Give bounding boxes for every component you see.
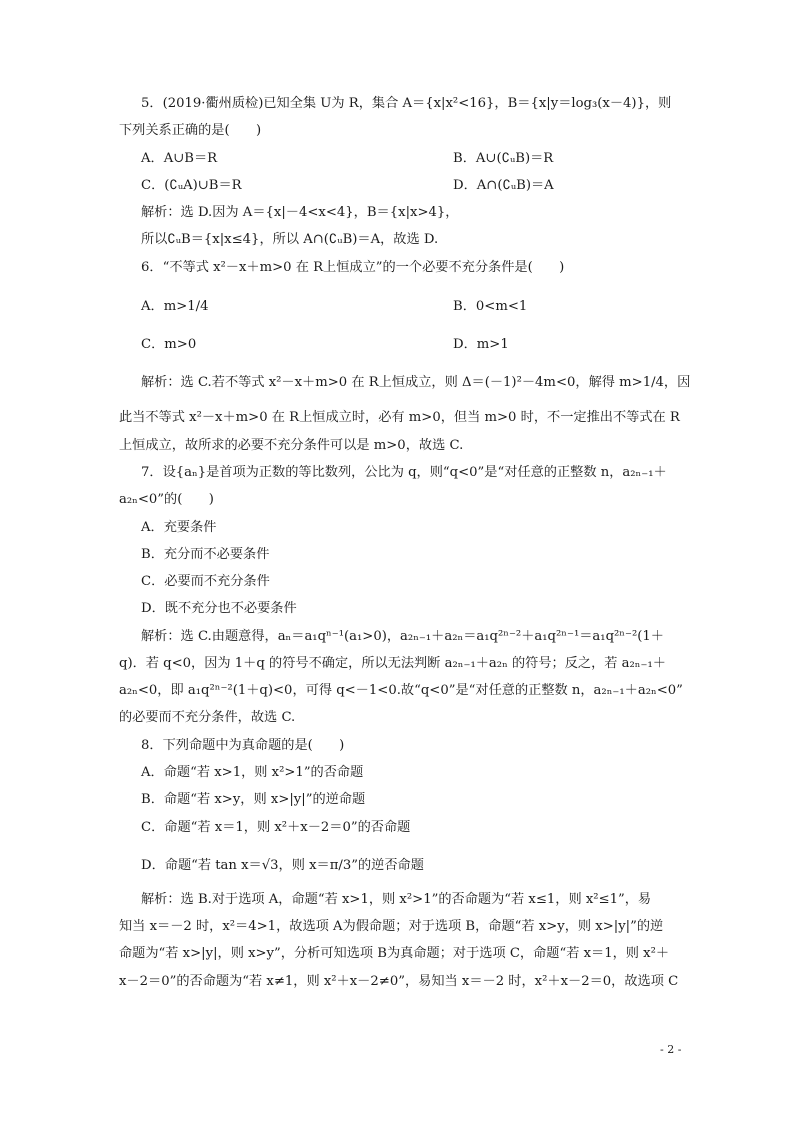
solution-q5-1: 解析：选 D.因为 A＝{x|－4<x<4}，B＝{x|x>4}，: [141, 205, 459, 220]
solution-q7-1: 解析：选 C.由题意得，aₙ＝a₁qⁿ⁻¹(a₁>0)，a₂ₙ₋₁＋a₂ₙ＝a₁q²ⁿ⁻²＋a₁q²ⁿ⁻¹＝a₁q²ⁿ⁻²(1＋: [141, 629, 664, 644]
text-line-q8-stem: 8．下列命题中为真命题的是( ): [141, 738, 345, 753]
solution-q8-1: 解析：选 B.对于选项 A，命题“若 x>1，则 x²>1”的否命题为“若 x≤1，则 x²≤1”，易: [141, 892, 652, 907]
option-q8-b: B．命题“若 x>y，则 x>|y|”的逆命题: [141, 792, 366, 807]
option-q8-a: A．命题“若 x>1，则 x²>1”的否命题: [141, 765, 364, 780]
option-q7-c: C．必要而不充分条件: [141, 574, 270, 589]
solution-q8-4: x－2＝0”的否命题为“若 x≠1，则 x²＋x－2≠0”，易知当 x＝－2 时，x²＋x－2＝0，故选项 C: [119, 974, 679, 989]
text-line-q7-stem-1: 7．设{aₙ}是首项为正数的等比数列，公比为 q，则“q<0”是“对任意的正整数 n，a₂ₙ₋₁＋: [141, 465, 667, 480]
option-q7-a: A．充要条件: [141, 520, 217, 535]
solution-q7-3: a₂ₙ<0，即 a₁q²ⁿ⁻²(1＋q)<0，可得 q<－1<0.故“q<0”是“对任意的正整数 n，a₂ₙ₋₁＋a₂ₙ<0”: [119, 683, 683, 698]
solution-q6-1: 解析：选 C.若不等式 x²－x＋m>0 在 R上恒成立，则 Δ＝(－1)²－4m<0，解得 m>1/4，因: [141, 375, 691, 390]
option-q5-a: A．A∪B＝R: [141, 151, 218, 166]
solution-q8-2: 知当 x＝－2 时，x²＝4>1，故选项 A为假命题；对于选项 B，命题“若 x>y，则 x>|y|”的逆: [119, 919, 664, 934]
solution-q7-4: 的必要而不充分条件，故选 C.: [119, 710, 296, 725]
option-q7-b: B．充分而不必要条件: [141, 547, 270, 562]
option-q5-d: D．A∩(∁ᵤB)＝A: [453, 178, 554, 193]
option-q7-d: D．既不充分也不必要条件: [141, 601, 297, 616]
option-q5-c: C．(∁ᵤA)∪B＝R: [141, 178, 242, 193]
solution-q6-2: 此当不等式 x²－x＋m>0 在 R上恒成立时，必有 m>0，但当 m>0 时，不一定推出不等式在 R: [119, 410, 680, 425]
text-line-q7-stem-2: a₂ₙ<0”的( ): [119, 492, 214, 507]
text-line-q5-stem-2: 下列关系正确的是( ): [119, 123, 262, 138]
solution-q8-3: 命题为“若 x>|y|，则 x>y”，分析可知选项 B为真命题；对于选项 C，命题“若 x＝1，则 x²＋: [119, 946, 670, 961]
option-q8-d: D．命题“若 tan x＝√3，则 x＝π/3”的逆否命题: [141, 858, 424, 873]
option-q8-c: C．命题“若 x＝1，则 x²＋x－2＝0”的否命题: [141, 820, 411, 835]
option-q6-b: B．0<m<1: [453, 299, 528, 314]
option-q6-c: C．m>0: [141, 337, 197, 352]
option-q6-a: A．m>1/4: [141, 299, 209, 314]
option-q5-b: B．A∪(∁ᵤB)＝R: [453, 151, 554, 166]
text-line-q6-stem: 6．“不等式 x²－x＋m>0 在 R上恒成立”的一个必要不充分条件是( ): [141, 260, 565, 275]
page-number: - 2 -: [660, 1043, 682, 1056]
option-q6-d: D．m>1: [453, 337, 509, 352]
solution-q6-3: 上恒成立，故所求的必要不充分条件可以是 m>0，故选 C.: [119, 438, 464, 453]
text-line-q5-stem-1: 5．(2019·衢州质检)已知全集 U为 R，集合 A＝{x|x²<16}，B＝{x|y＝log₃(x－4)}，则: [141, 96, 672, 111]
solution-q5-2: 所以∁ᵤB＝{x|x≤4}，所以 A∩(∁ᵤB)＝A，故选 D.: [141, 232, 439, 247]
solution-q7-2: q)．若 q<0，因为 1＋q 的符号不确定，所以无法判断 a₂ₙ₋₁＋a₂ₙ 的符号；反之，若 a₂ₙ₋₁＋: [119, 656, 666, 671]
